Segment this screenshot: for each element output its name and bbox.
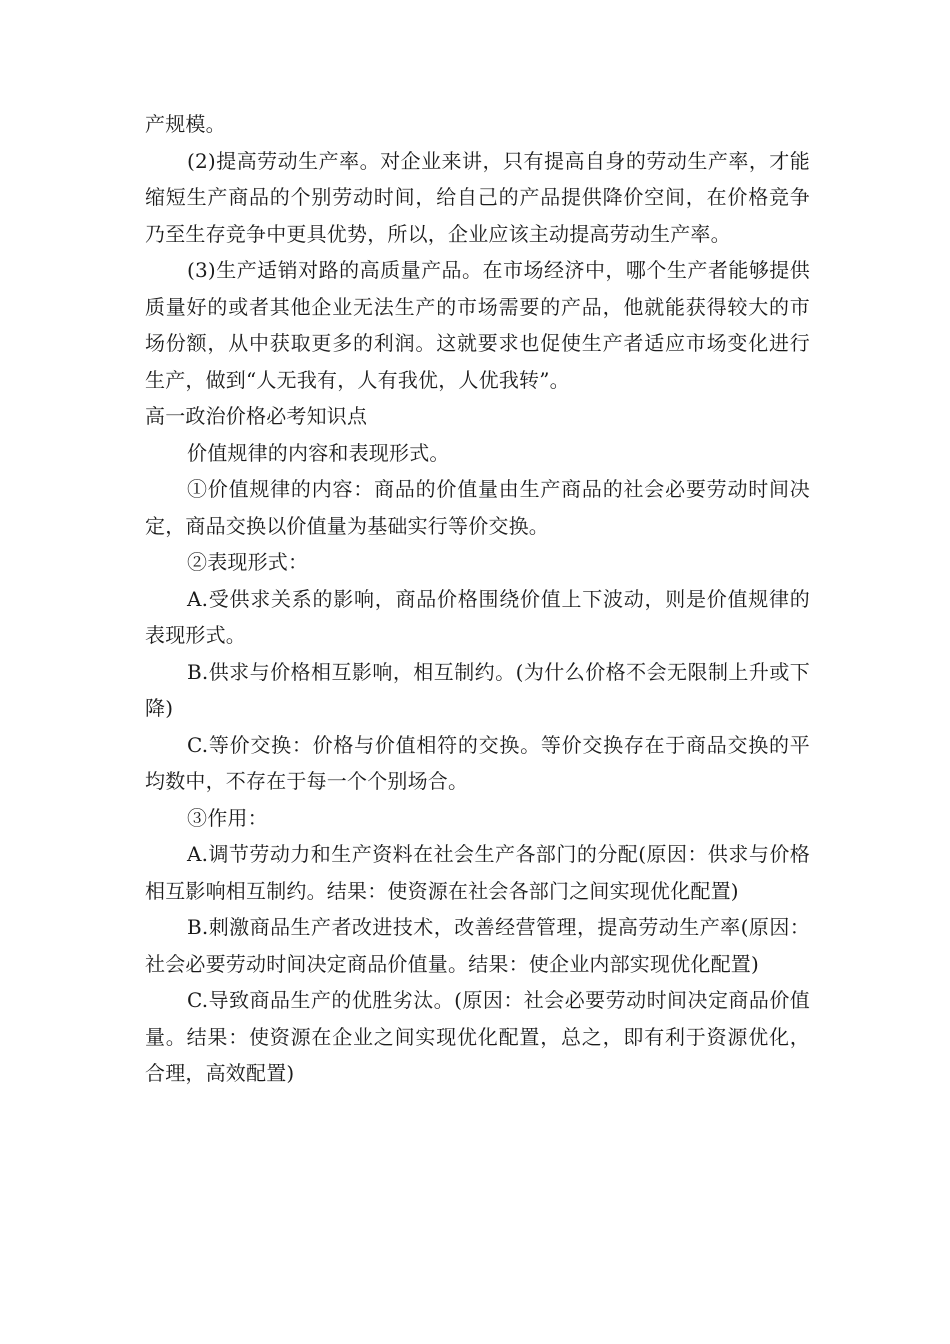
document-page [145,106,810,1092]
paragraph-value-law-intro: 价值规律的内容和表现形式。 [187,440,450,465]
paragraph-effect-c: C.导致商品生产的优胜劣汰。(原因：社会必要劳动时间决定商品价值量。结果：使资源在企业之间实现优化配置，总之，即有利于资源优化，合理，高效配置) [145,988,810,1085]
paragraph-value-law-content: ①价值规律的内容：商品的价值量由生产商品的社会必要劳动时间决定，商品交换以价值量为基础实行等价交换。 [145,477,810,538]
paragraph-forms-heading: ②表现形式： [187,550,309,574]
paragraph-quality-products: (3)生产适销对路的高质量产品。在市场经济中，哪个生产者能够提供质量好的或者其他企业无法生产的市场需要的产品，他就能获得较大的市场份额，从中获取更多的利润。这就要求也促使生产者适应市场变化进行生产，做到“人无我有，人有我优，人优我转”。 [145,258,810,392]
paragraph-form-c: C.等价交换：价格与价值相符的交换。等价交换存在于商品交换的平均数中，不存在于每一个个别场合。 [145,732,810,793]
paragraph-effects-heading: ③作用： [187,805,268,830]
paragraph-effect-b: B.刺激商品生产者改进技术，改善经营管理，提高劳动生产率(原因：社会必要劳动时间决定商品价值量。结果：使企业内部实现优化配置) [145,915,810,976]
paragraph-form-a: A.受供求关系的影响，商品价格围绕价值上下波动，则是价值规律的表现形式。 [145,586,810,647]
section-heading: 高一政治价格必考知识点 [145,404,368,428]
paragraph-continuation: 产规模。 [145,112,226,136]
paragraph-labor-productivity: (2)提高劳动生产率。对企业来讲，只有提高自身的劳动生产率，才能缩短生产商品的个别劳动时间，给自己的产品提供降价空间，在价格竞争乃至生存竞争中更具优势，所以，企业应该主动提高劳动生产率。 [145,148,810,246]
paragraph-form-b: B.供求与价格相互影响，相互制约。(为什么价格不会无限制上升或下降) [145,659,810,720]
paragraph-effect-a: A.调节劳动力和生产资料在社会生产各部门的分配(原因：供求与价格相互影响相互制约。结果：使资源在社会各部门之间实现优化配置) [145,842,810,903]
